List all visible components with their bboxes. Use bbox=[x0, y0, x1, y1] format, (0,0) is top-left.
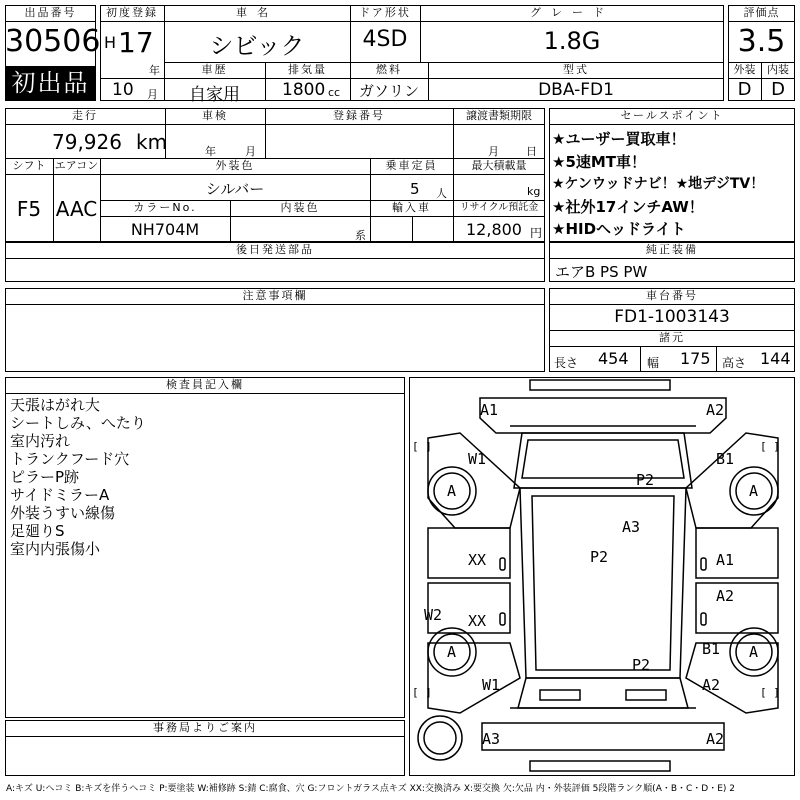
damage-mark: B1 bbox=[716, 450, 735, 468]
length-label: 長さ bbox=[554, 356, 579, 370]
model-label: 型式 bbox=[563, 63, 589, 76]
inspector-label: 検査員記入欄 bbox=[166, 378, 244, 391]
damage-mark: A3 bbox=[622, 518, 641, 536]
exterior-score: D bbox=[737, 79, 752, 100]
capacity-unit: 人 bbox=[436, 187, 447, 200]
reg-no-label: 登録番号 bbox=[333, 109, 385, 122]
sales-point: ★5速MT車！ bbox=[552, 152, 647, 171]
damage-mark: P2 bbox=[590, 548, 609, 566]
inspection-label: 車検 bbox=[202, 109, 228, 122]
inspector-line: 室内内張傷小 bbox=[10, 540, 101, 558]
displacement-unit: cc bbox=[328, 86, 341, 99]
chassis-label: 車台番号 bbox=[646, 289, 698, 302]
damage-mark: A2 bbox=[706, 730, 725, 748]
first-reg-month-unit: 月 bbox=[147, 88, 158, 101]
interior-color-label: 内装色 bbox=[280, 201, 320, 214]
sales-points-label: セールスポイント bbox=[620, 109, 724, 122]
damage-mark: P2 bbox=[632, 656, 651, 674]
damage-mark: A3 bbox=[482, 730, 501, 748]
damage-mark: W1 bbox=[482, 676, 501, 694]
sales-points-list bbox=[552, 128, 794, 241]
first-reg-label: 初度登録 bbox=[106, 6, 158, 19]
color-no-value: NH704M bbox=[130, 220, 200, 239]
length-value: 454 bbox=[598, 349, 629, 368]
damage-mark: XX bbox=[468, 551, 487, 569]
capacity-value: 5 bbox=[410, 180, 420, 198]
history-label: 車歴 bbox=[201, 63, 228, 76]
first-reg-year: 17 bbox=[118, 26, 154, 59]
damage-mark: A2 bbox=[706, 401, 725, 419]
damage-mark: A2 bbox=[702, 676, 721, 694]
shift-label: シフト bbox=[12, 159, 46, 172]
later-parts-label: 後日発送部品 bbox=[236, 243, 314, 256]
first-listing-badge: 初出品 bbox=[6, 66, 95, 100]
max-load-label: 最大積載量 bbox=[471, 159, 527, 172]
transfer-label: 譲渡書類期限 bbox=[466, 109, 532, 122]
inspector-line: 室内汚れ bbox=[10, 432, 71, 450]
displacement-label: 排気量 bbox=[288, 63, 327, 76]
specs-label: 諸元 bbox=[659, 331, 685, 344]
history-value: 自家用 bbox=[189, 85, 240, 105]
door-label: ドア形状 bbox=[359, 6, 411, 19]
width-label: 幅 bbox=[647, 356, 660, 370]
score-value: 3.5 bbox=[737, 24, 786, 59]
import-label: 輸入車 bbox=[392, 201, 431, 214]
first-reg-year-unit: 年 bbox=[149, 64, 160, 77]
legend-text: A:キズ U:ヘコミ B:キズを伴うヘコミ P:要塗装 W:補修跡 S:錆 C:腐食、穴 G:フロントガラス点キズ XX:交換済み X:要交換 欠:欠品 内・外装評価 5段階ランク順(A・B・C・D・E) 2 bbox=[6, 784, 736, 794]
damage-mark: A1 bbox=[480, 401, 499, 419]
notes-label: 注意事項欄 bbox=[242, 289, 308, 302]
height-value: 144 bbox=[760, 349, 791, 368]
car-diagram bbox=[409, 377, 795, 776]
inspector-line: シートしみ、へたり bbox=[10, 414, 146, 432]
bracket-mark: [ ] bbox=[760, 686, 780, 699]
aircon-value: AAC bbox=[55, 197, 98, 221]
recycle-label: リサイクル預託金 bbox=[459, 202, 539, 213]
mileage-label: 走行 bbox=[72, 109, 98, 122]
sales-point: ★ケンウッドナビ！★地デジTV！ bbox=[552, 176, 765, 192]
bracket-mark: [ ] bbox=[760, 440, 780, 453]
damage-mark: XX bbox=[468, 612, 487, 630]
grade-label: グレード bbox=[530, 6, 614, 19]
shift-value: F5 bbox=[16, 197, 42, 221]
tire-mark: A bbox=[749, 643, 759, 661]
damage-mark: W1 bbox=[468, 450, 487, 468]
max-load-unit: kg bbox=[527, 185, 541, 198]
genuine-value: エアB PS PW bbox=[555, 263, 648, 281]
grade-value: 1.8G bbox=[543, 27, 601, 55]
car-name-value: シビック bbox=[209, 32, 305, 60]
tire-mark: A bbox=[447, 482, 457, 500]
mileage-value: 79,926 bbox=[52, 130, 122, 154]
inspector-line: 天張はがれ大 bbox=[10, 396, 101, 414]
mileage-unit: km bbox=[136, 130, 168, 154]
inspector-line: ピラーP跡 bbox=[10, 468, 80, 486]
detail-box bbox=[5, 108, 545, 242]
recycle-unit: 円 bbox=[530, 226, 543, 240]
inspector-line: 外装うすい線傷 bbox=[10, 504, 116, 522]
damage-mark: A1 bbox=[716, 551, 735, 569]
aircon-label: エアコン bbox=[54, 159, 99, 172]
lot-number: 30506 bbox=[5, 24, 101, 59]
sales-point: ★HIDヘッドライト bbox=[552, 220, 686, 238]
damage-mark: W2 bbox=[424, 606, 443, 624]
first-reg-month: 10 bbox=[112, 80, 134, 100]
exterior-color-value: シルバー bbox=[205, 180, 265, 198]
interior-score: D bbox=[771, 79, 785, 100]
inspector-line: トランクフード穴 bbox=[10, 450, 130, 468]
model-value: DBA-FD1 bbox=[538, 80, 614, 100]
genuine-label: 純正装備 bbox=[646, 243, 698, 256]
lot-label: 出品番号 bbox=[24, 6, 77, 19]
inspector-line: サイドミラーA bbox=[10, 486, 110, 504]
damage-mark: A2 bbox=[716, 587, 735, 605]
interior-score-label: 内装 bbox=[767, 63, 789, 76]
car-diagram-svg bbox=[410, 378, 795, 776]
capacity-label: 乗車定員 bbox=[385, 159, 438, 172]
car-name-label: 車名 bbox=[236, 6, 278, 19]
exterior-score-label: 外装 bbox=[733, 63, 756, 76]
recycle-value: 12,800 bbox=[466, 220, 522, 239]
score-label: 評価点 bbox=[743, 6, 780, 19]
transfer-day-unit: 日 bbox=[526, 145, 537, 158]
first-reg-era: H bbox=[104, 33, 117, 52]
inspection-year-unit: 年 bbox=[205, 145, 216, 158]
door-value: 4SD bbox=[362, 27, 408, 52]
fuel-label: 燃料 bbox=[376, 63, 402, 76]
tire-mark: A bbox=[447, 643, 457, 661]
sales-point: ★ユーザー買取車！ bbox=[552, 130, 686, 148]
displacement-value: 1800 bbox=[282, 80, 326, 100]
color-no-label: カラーNo. bbox=[133, 201, 197, 214]
chassis-value: FD1-1003143 bbox=[614, 307, 730, 327]
damage-mark: B1 bbox=[702, 640, 721, 658]
width-value: 175 bbox=[680, 349, 711, 368]
transfer-month-unit: 月 bbox=[488, 145, 499, 158]
bracket-mark: [ ] bbox=[412, 686, 432, 699]
office-label: 事務局よりご案内 bbox=[153, 721, 257, 734]
damage-mark: P2 bbox=[636, 471, 655, 489]
inspector-notes bbox=[10, 396, 146, 558]
height-label: 高さ bbox=[722, 356, 747, 370]
interior-color-unit: 系 bbox=[355, 229, 366, 242]
exterior-color-label: 外装色 bbox=[215, 159, 255, 172]
sales-point: ★社外17インチAW！ bbox=[552, 197, 704, 216]
inspection-month-unit: 月 bbox=[245, 145, 256, 158]
fuel-value: ガソリン bbox=[358, 82, 419, 100]
tire-mark: A bbox=[749, 482, 759, 500]
bracket-mark: [ ] bbox=[412, 440, 432, 453]
inspector-line: 足廻りS bbox=[10, 522, 65, 540]
